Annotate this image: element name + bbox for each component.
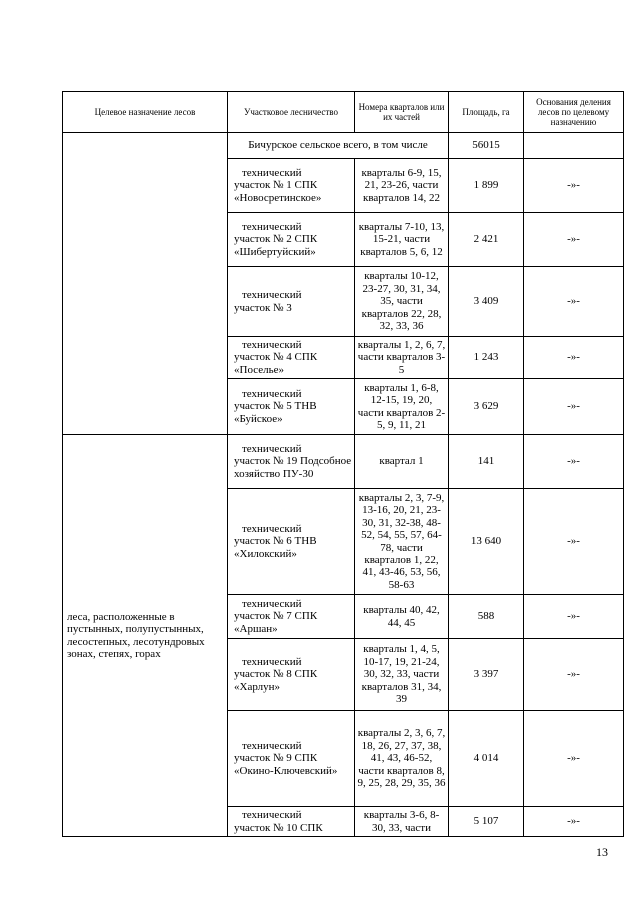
- area-cell: 5 107: [449, 807, 524, 837]
- table-body: [63, 133, 624, 837]
- page-number: 13: [596, 845, 608, 859]
- quarters-cell: кварталы 2, 3, 7-9, 13-16, 20, 21, 23-30, 31, 32-38, 48-52, 54, 55, 57, 64-78, части кварталов 1, 22, 41, 43-46, 53, 56, 58-63: [355, 489, 449, 595]
- site-label-first-line: технический: [242, 597, 302, 610]
- header-purpose: Целевое назначение лесов: [63, 92, 228, 133]
- quarters-cell: кварталы 6-9, 15, 21, 23-26, части кварталов 14, 22: [355, 159, 449, 213]
- basis-cell: -»-: [524, 711, 624, 807]
- area-cell: 588: [449, 595, 524, 639]
- basis-cell: -»-: [524, 639, 624, 711]
- site-cell: [228, 489, 355, 595]
- site-label-first-line: технический: [242, 809, 302, 822]
- header-area: Площадь, га: [449, 92, 524, 133]
- group-total-basis: [524, 133, 624, 159]
- site-label-rest: участок № 2 СПК «Шибертуйский»: [234, 233, 318, 258]
- basis-cell: -»-: [524, 489, 624, 595]
- site-label-rest: участок № 6 ТНВ «Хилокский»: [234, 535, 317, 560]
- area-cell: 1 899: [449, 159, 524, 213]
- site-cell: [228, 711, 355, 807]
- site-label-first-line: технический: [242, 220, 302, 233]
- site-cell: [228, 213, 355, 267]
- quarters-cell: квартал 1: [355, 435, 449, 489]
- basis-cell: -»-: [524, 267, 624, 337]
- site-label-rest: участок № 3: [234, 301, 292, 314]
- quarters-cell: кварталы 1, 6-8, 12-15, 19, 20, части кварталов 2-5, 9, 11, 21: [355, 379, 449, 435]
- site-label-first-line: технический: [242, 387, 302, 400]
- site-label-rest: участок № 19 Подсобное хозяйство ПУ-30: [234, 455, 352, 480]
- quarters-cell: кварталы 10-12, 23-27, 30, 31, 34, 35, части кварталов 22, 28, 32, 33, 36: [355, 267, 449, 337]
- basis-cell: -»-: [524, 213, 624, 267]
- quarters-cell: кварталы 3-6, 8-30, 33, части: [355, 807, 449, 837]
- purpose-cell-empty: [63, 133, 228, 435]
- group-total-row: [63, 133, 624, 159]
- basis-cell: -»-: [524, 595, 624, 639]
- site-label-rest: участок № 5 ТНВ «Буйское»: [234, 400, 317, 425]
- basis-cell: -»-: [524, 435, 624, 489]
- area-cell: 4 014: [449, 711, 524, 807]
- site-label-first-line: технический: [242, 522, 302, 535]
- area-cell: 13 640: [449, 489, 524, 595]
- site-label-rest: участок № 10 СПК: [234, 821, 323, 834]
- site-label-first-line: технический: [242, 338, 302, 351]
- site-cell: [228, 595, 355, 639]
- area-cell: 3 397: [449, 639, 524, 711]
- site-label-first-line: технический: [242, 166, 302, 179]
- site-cell: [228, 159, 355, 213]
- site-label-first-line: технический: [242, 289, 302, 302]
- quarters-cell: кварталы 40, 42, 44, 45: [355, 595, 449, 639]
- group-total-label: Бичурское сельское всего, в том числе: [228, 133, 449, 159]
- area-cell: 1 243: [449, 337, 524, 379]
- basis-cell: -»-: [524, 337, 624, 379]
- site-label-rest: участок № 4 СПК «Поселье»: [234, 351, 318, 376]
- table-header-row: [63, 92, 624, 133]
- header-forestry: Участковое лесничество: [228, 92, 355, 133]
- basis-cell: -»-: [524, 807, 624, 837]
- site-label-rest: участок № 7 СПК «Аршан»: [234, 610, 318, 635]
- site-cell: [228, 807, 355, 837]
- area-cell: 3 629: [449, 379, 524, 435]
- header-basis: Основания деления лесов по целевому назначению: [524, 92, 624, 133]
- site-cell: [228, 267, 355, 337]
- area-cell: 141: [449, 435, 524, 489]
- purpose-cell: леса, расположенные в пустынных, полупустынных, лесостепных, лесотундровых зонах, степях, горах: [63, 435, 228, 837]
- area-cell: 2 421: [449, 213, 524, 267]
- site-label-rest: участок № 8 СПК «Харлун»: [234, 668, 318, 693]
- site-label-first-line: технический: [242, 739, 302, 752]
- site-label-first-line: технический: [242, 655, 302, 668]
- quarters-cell: кварталы 7-10, 13, 15-21, части кварталов 5, 6, 12: [355, 213, 449, 267]
- quarters-cell: кварталы 1, 4, 5, 10-17, 19, 21-24, 30, 32, 33, части кварталов 31, 34, 39: [355, 639, 449, 711]
- table-row: [63, 435, 624, 489]
- header-quarters: Номера кварталов или их частей: [355, 92, 449, 133]
- site-label-first-line: технический: [242, 442, 302, 455]
- basis-cell: -»-: [524, 379, 624, 435]
- quarters-cell: кварталы 1, 2, 6, 7, части кварталов 3-5: [355, 337, 449, 379]
- document-page: [62, 91, 623, 837]
- site-cell: [228, 337, 355, 379]
- site-cell: [228, 639, 355, 711]
- group-total-area: 56015: [449, 133, 524, 159]
- forest-table: [62, 91, 624, 837]
- site-label-rest: участок № 1 СПК «Новосретинское»: [234, 179, 322, 204]
- site-cell: [228, 379, 355, 435]
- area-cell: 3 409: [449, 267, 524, 337]
- site-cell: [228, 435, 355, 489]
- quarters-cell: кварталы 2, 3, 6, 7, 18, 26, 27, 37, 38, 41, 43, 46-52, части кварталов 8, 9, 25, 28, 29, 35, 36: [355, 711, 449, 807]
- basis-cell: -»-: [524, 159, 624, 213]
- site-label-rest: участок № 9 СПК «Окино-Ключевский»: [234, 752, 338, 777]
